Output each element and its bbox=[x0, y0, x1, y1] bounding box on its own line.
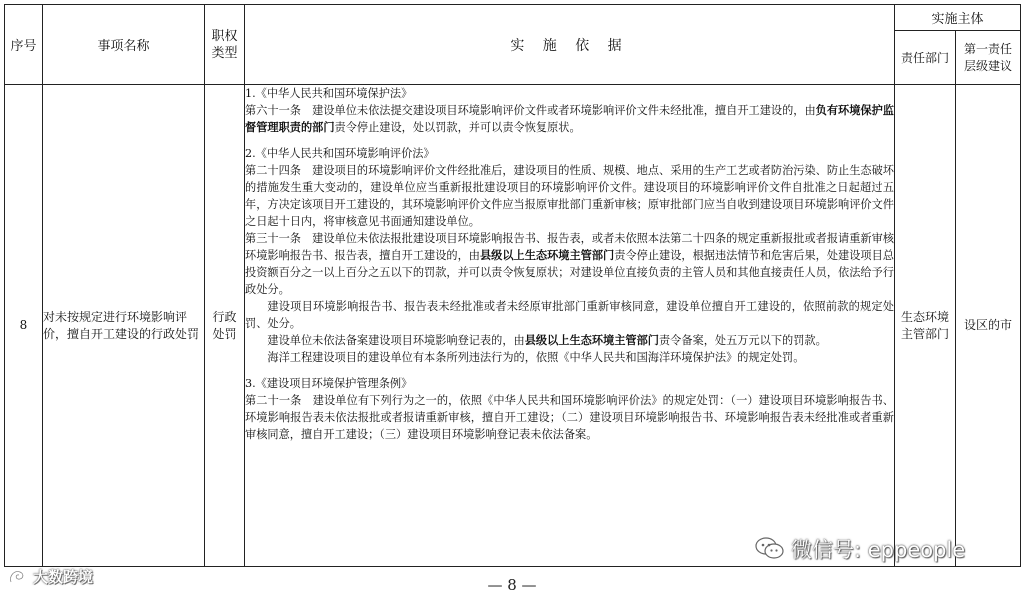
row-authority-type: 行政 处罚 bbox=[205, 85, 245, 567]
table-row bbox=[5, 85, 1021, 567]
basis-law2-paragraph2: 建设项目环境影响报告书、报告表未经批准或者未经原审批部门重新审核同意，建设单位擅自开工建设的，依照前款的规定处罚、处分。 bbox=[245, 300, 894, 330]
authority-list-table bbox=[4, 4, 1021, 567]
header-subject: 实施主体 bbox=[895, 5, 1021, 31]
basis-law1-article61: 第六十一条 建设单位未依法提交建设项目环境影响评价文件或者环境影响评价文件未经批准，擅自开工建设的，由负有环境保护监督管理职责的部门责令停止建设，处以罚款，并可以责令恢复原状。 bbox=[245, 104, 894, 134]
row-first-level: 设区的市 bbox=[956, 85, 1021, 567]
header-basis: 实 施 依 据 bbox=[245, 5, 895, 85]
header-first-level: 第一责任 层级建议 bbox=[956, 31, 1021, 85]
watermark-right-text: 微信号: eppeople bbox=[791, 538, 966, 562]
row-item-name: 对未按规定进行环境影响评价，擅自开工建设的行政处罚 bbox=[43, 85, 205, 567]
basis-law2-paragraph3: 建设单位未依法备案建设项目环境影响登记表的，由县级以上生态环境主管部门责令备案，处五万元以下的罚款。 bbox=[267, 334, 827, 347]
header-responsible-dept: 责任部门 bbox=[895, 31, 956, 85]
basis-law1-title: 1.《中华人民共和国环境保护法》 bbox=[245, 87, 413, 100]
header-authority-type: 职权 类型 bbox=[205, 5, 245, 85]
highlight-authority: 县级以上生态环境主管部门 bbox=[524, 334, 659, 347]
header-no: 序号 bbox=[5, 5, 43, 85]
basis-law2-paragraph4: 海洋工程建设项目的建设单位有本条所列违法行为的，依照《中华人民共和国海洋环境保护法》的规定处罚。 bbox=[267, 351, 805, 364]
row-basis bbox=[245, 85, 895, 567]
basis-law2-article24: 第二十四条 建设项目的环境影响评价文件经批准后，建设项目的性质、规模、地点、采用的生产工艺或者防治污染、防止生态破坏的措施发生重大变动的，建设单位应当重新报批建设项目的环境影响评价文件。建设项目的环境影响评价文件自批准之日起超过五年，方决定该项目开工建设的，其环境影响评价文件应当报原审批部门重新审核；原审批部门应当自收到建设项目环境影响评价文件之日起十日内，将审核意见书面通知建设单位。 bbox=[245, 164, 894, 228]
basis-law2-article31: 第三十一条 建设单位未依法报批建设项目环境影响报告书、报告表，或者未依照本法第二十四条的规定重新报批或者报请重新审核环境影响报告书、报告表，擅自开工建设的，由县级以上生态环境主管部门责令停止建设，根据违法情节和危害后果，处建设项目总投资额百分之一以上百分之五以下的罚款，并可以责令恢复原状；对建设单位直接负责的主管人员和其他直接责任人员，依法给予行政处分。 bbox=[245, 232, 894, 296]
row-no: 8 bbox=[5, 85, 43, 567]
row-responsible-dept: 生态环境 主管部门 bbox=[895, 85, 956, 567]
basis-law3-article21: 第二十一条 建设单位有下列行为之一的，依照《中华人民共和国环境影响评价法》的规定处罚：（一）建设项目环境影响报告书、环境影响报告表未依法报批或者报请重新审核，擅自开工建设；（二）建设项目环境影响报告书、环境影响报告表未经批准或者重新审核同意，擅自开工建设；（三）建设项目环境影响登记表未依法备案。 bbox=[245, 394, 894, 441]
watermark-wechat bbox=[755, 534, 965, 564]
page-number: — 8 — bbox=[487, 576, 537, 594]
basis-law2-title: 2.《中华人民共和国环境影响评价法》 bbox=[245, 147, 435, 160]
header-item-name: 事项名称 bbox=[43, 5, 205, 85]
watermark-left-text: 大数跨境 bbox=[33, 568, 94, 586]
highlight-authority: 县级以上生态环境主管部门 bbox=[479, 249, 615, 262]
wechat-icon bbox=[755, 536, 785, 562]
basis-law3-title: 3.《建设项目环境保护管理条例》 bbox=[245, 377, 413, 390]
highlight-authority: 负有环境保护监督管理职责的部门 bbox=[245, 104, 894, 134]
